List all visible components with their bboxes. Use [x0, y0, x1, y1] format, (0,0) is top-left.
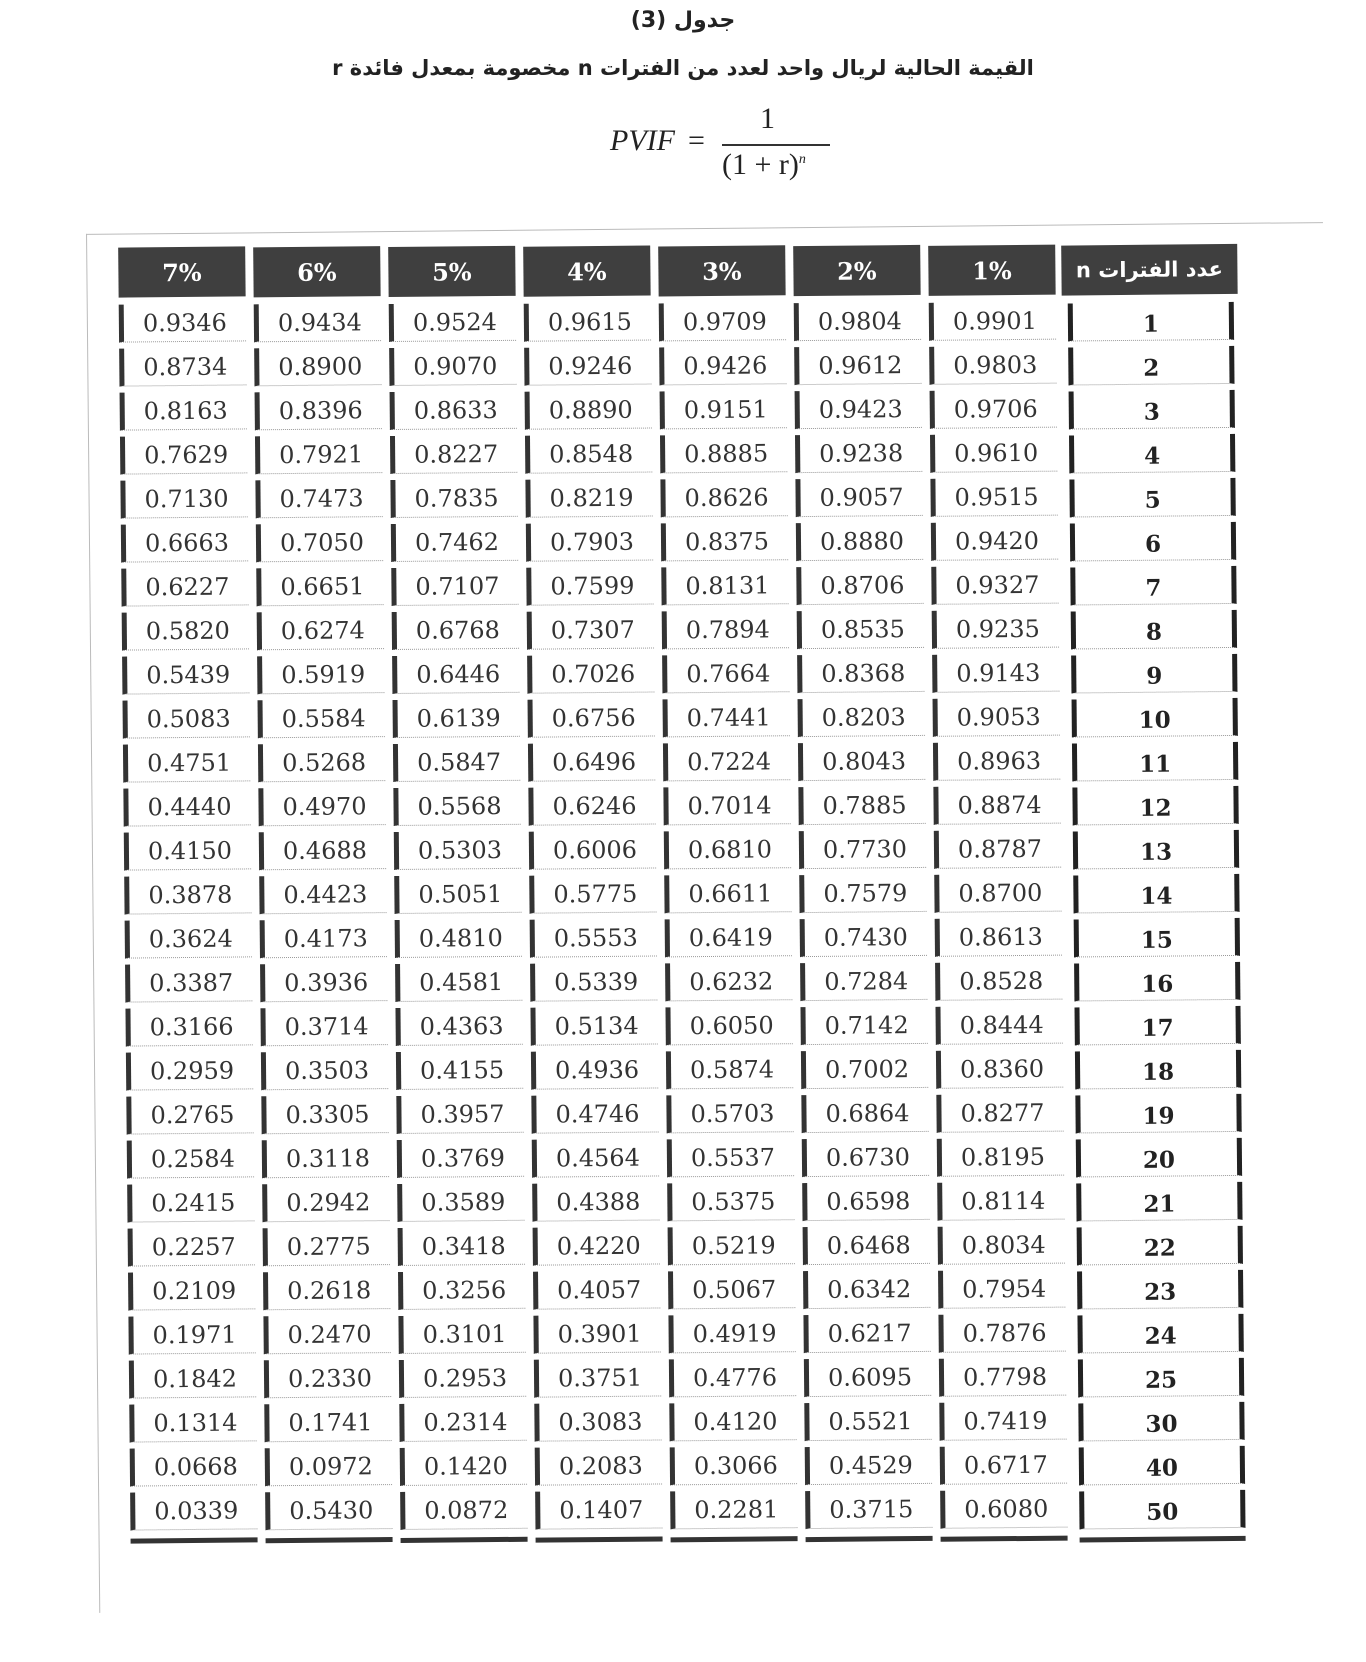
pvif-value-cell: 0.5874: [666, 1050, 793, 1089]
pvif-value-cell: 0.5430: [265, 1491, 392, 1530]
pvif-value-cell: 0.7224: [663, 742, 790, 781]
header-rate-4pct: 4%: [523, 246, 650, 297]
formula-denominator-exponent: n: [798, 152, 806, 167]
table-bottom-rule: [536, 1536, 663, 1542]
period-cell: 3: [1069, 390, 1235, 430]
pvif-value-cell: 0.7441: [663, 698, 790, 737]
pvif-value-cell: 0.7903: [526, 523, 653, 562]
table-bottom-rule: [941, 1536, 1068, 1542]
pvif-value-cell: 0.4423: [259, 875, 386, 914]
pvif-value-cell: 0.4688: [259, 831, 386, 870]
pvif-value-cell: 0.2618: [263, 1271, 390, 1310]
pvif-value-cell: 0.9524: [389, 303, 516, 342]
period-cell: 8: [1071, 610, 1237, 650]
pvif-value-cell: 0.9246: [524, 347, 651, 386]
pvif-value-cell: 0.4746: [531, 1094, 658, 1133]
pvif-value-cell: 0.8114: [937, 1182, 1064, 1221]
period-cell: 30: [1078, 1402, 1244, 1442]
pvif-value-cell: 0.4155: [396, 1051, 523, 1090]
period-cell: 5: [1069, 478, 1235, 518]
pvif-value-cell: 0.7419: [939, 1402, 1066, 1441]
pvif-value-cell: 0.8874: [933, 786, 1060, 825]
header-rate-6pct: 6%: [253, 246, 380, 297]
period-cell: 25: [1078, 1358, 1244, 1398]
pvif-value-cell: 0.9238: [795, 434, 922, 473]
pvif-value-cell: 0.7014: [663, 786, 790, 825]
pvif-value-cell: 0.6663: [121, 523, 248, 562]
pvif-value-cell: 0.8626: [660, 478, 787, 517]
pvif-value-cell: 0.9053: [933, 698, 1060, 737]
pvif-value-cell: 0.9327: [931, 566, 1058, 605]
table-bottom-rule: [131, 1537, 258, 1543]
pvif-value-cell: 0.8890: [525, 391, 652, 430]
pvif-value-cell: 0.2083: [535, 1446, 662, 1485]
pvif-value-cell: 0.2584: [127, 1139, 254, 1178]
pvif-value-cell: 0.7885: [798, 786, 925, 825]
pvif-value-cell: 0.2775: [263, 1227, 390, 1266]
period-cell: 2: [1068, 346, 1234, 386]
pvif-value-cell: 0.5584: [258, 699, 385, 738]
pvif-value-cell: 0.6717: [940, 1446, 1067, 1485]
pvif-value-cell: 0.7142: [800, 1006, 927, 1045]
pvif-value-cell: 0.5820: [122, 611, 249, 650]
pvif-value-cell: 0.2942: [262, 1183, 389, 1222]
pvif-value-cell: 0.9515: [930, 478, 1057, 517]
pvif-value-cell: 0.4751: [123, 743, 250, 782]
pvif-value-cell: 0.5521: [804, 1402, 931, 1441]
pvif-value-cell: 0.8613: [935, 918, 1062, 957]
pvif-value-cell: 0.7430: [800, 918, 927, 957]
pvif-value-cell: 0.9151: [660, 390, 787, 429]
pvif-value-cell: 0.9346: [119, 303, 246, 342]
pvif-value-cell: 0.4581: [395, 963, 522, 1002]
period-cell: 24: [1077, 1314, 1243, 1354]
pvif-value-cell: 0.8633: [390, 391, 517, 430]
pvif-value-cell: 0.5568: [393, 787, 520, 826]
pvif-value-cell: 0.4150: [124, 831, 251, 870]
pvif-value-cell: 0.3936: [260, 963, 387, 1002]
pvif-value-cell: 0.6080: [940, 1490, 1067, 1529]
pvif-value-cell: 0.8535: [797, 610, 924, 649]
pvif-value-cell: 0.8548: [525, 435, 652, 474]
pvif-value-cell: 0.3769: [397, 1139, 524, 1178]
pvif-value-cell: 0.6342: [803, 1270, 930, 1309]
pvif-value-cell: 0.8219: [525, 479, 652, 518]
period-cell: 12: [1072, 786, 1238, 826]
period-cell: 16: [1074, 962, 1240, 1002]
period-cell: 22: [1077, 1226, 1243, 1266]
table-bottom-rule: [806, 1536, 933, 1542]
pvif-value-cell: 0.9434: [254, 303, 381, 342]
pvif-value-cell: 0.7894: [662, 610, 789, 649]
pvif-value-cell: 0.8734: [119, 347, 246, 386]
pvif-value-cell: 0.8787: [934, 830, 1061, 869]
pvif-value-cell: 0.7954: [938, 1270, 1065, 1309]
pvif-value-cell: 0.8375: [661, 522, 788, 561]
pvif-value-cell: 0.9143: [932, 654, 1059, 693]
pvif-value-cell: 0.6246: [528, 786, 655, 825]
pvif-value-cell: 0.6468: [803, 1226, 930, 1265]
pvif-value-cell: 0.6095: [804, 1358, 931, 1397]
pvif-value-cell: 0.5303: [394, 831, 521, 870]
table-caption: جدول (3): [630, 8, 736, 33]
pvif-value-cell: 0.2257: [128, 1227, 255, 1266]
pvif-value-cell: 0.7579: [799, 874, 926, 913]
pvif-value-cell: 0.8963: [933, 742, 1060, 781]
header-rate-3pct: 3%: [658, 245, 785, 296]
period-cell: 6: [1070, 522, 1236, 562]
pvif-value-cell: 0.4057: [533, 1270, 660, 1309]
pvif-value-cell: 0.2330: [264, 1359, 391, 1398]
period-cell: 15: [1074, 918, 1240, 958]
pvif-value-cell: 0.4440: [123, 787, 250, 826]
formula-denominator-base: (1 + r): [722, 148, 799, 181]
pvif-value-cell: 0.3503: [261, 1051, 388, 1090]
period-cell: 4: [1069, 434, 1235, 474]
pvif-value-cell: 0.6274: [257, 611, 384, 650]
pvif-value-cell: 0.7284: [800, 962, 927, 1001]
pvif-value-cell: 0.3418: [398, 1227, 525, 1266]
pvif-value-cell: 0.2953: [399, 1359, 526, 1398]
pvif-value-cell: 0.8444: [935, 1006, 1062, 1045]
pvif-table: [86, 222, 1336, 1613]
period-cell: 40: [1079, 1446, 1245, 1486]
formula-denominator: [722, 148, 806, 182]
pvif-value-cell: 0.4936: [531, 1050, 658, 1089]
pvif-value-cell: 0.1407: [535, 1490, 662, 1529]
pvif-value-cell: 0.8900: [254, 347, 381, 386]
pvif-value-cell: 0.4363: [395, 1007, 522, 1046]
table-bottom-rule: [266, 1537, 393, 1543]
pvif-value-cell: 0.9420: [931, 522, 1058, 561]
pvif-value-cell: 0.6496: [528, 742, 655, 781]
pvif-value-cell: 0.5375: [667, 1182, 794, 1221]
pvif-value-cell: 0.9804: [794, 302, 921, 341]
pvif-value-cell: 0.7798: [939, 1358, 1066, 1397]
pvif-value-cell: 0.6139: [393, 699, 520, 738]
pvif-value-cell: 0.7835: [390, 479, 517, 518]
pvif-value-cell: 0.5703: [666, 1094, 793, 1133]
pvif-value-cell: 0.1842: [129, 1359, 256, 1398]
pvif-value-cell: 0.5439: [122, 655, 249, 694]
pvif-value-cell: 0.3589: [397, 1183, 524, 1222]
pvif-value-cell: 0.4529: [805, 1446, 932, 1485]
table-bottom-rule: [401, 1537, 528, 1543]
pvif-value-cell: 0.8203: [798, 698, 925, 737]
pvif-value-cell: 0.6730: [802, 1138, 929, 1177]
period-cell: 11: [1072, 742, 1238, 782]
table-bottom-rule: [671, 1536, 798, 1542]
header-rate-1pct: 1%: [928, 245, 1055, 296]
pvif-value-cell: 0.8195: [937, 1138, 1064, 1177]
pvif-value-cell: 0.4970: [258, 787, 385, 826]
period-cell: 50: [1079, 1490, 1245, 1530]
pvif-value-cell: 0.8528: [935, 962, 1062, 1001]
pvif-value-cell: 0.7473: [255, 479, 382, 518]
pvif-value-cell: 0.9423: [795, 390, 922, 429]
pvif-value-cell: 0.3901: [533, 1314, 660, 1353]
pvif-value-cell: 0.8360: [936, 1050, 1063, 1089]
pvif-value-cell: 0.9610: [930, 434, 1057, 473]
pvif-value-cell: 0.8227: [390, 435, 517, 474]
pvif-value-cell: 0.0972: [265, 1447, 392, 1486]
pvif-value-cell: 0.7629: [120, 435, 247, 474]
pvif-value-cell: 0.7130: [120, 479, 247, 518]
formula-numerator: 1: [760, 102, 775, 135]
pvif-value-cell: 0.7921: [255, 435, 382, 474]
pvif-value-cell: 0.8885: [660, 434, 787, 473]
pvif-value-cell: 0.1314: [129, 1403, 256, 1442]
pvif-value-cell: 0.9612: [794, 346, 921, 385]
pvif-value-cell: 0.2109: [128, 1271, 255, 1310]
period-cell: 17: [1074, 1006, 1240, 1046]
pvif-value-cell: 0.7730: [799, 830, 926, 869]
pvif-value-cell: 0.7002: [801, 1050, 928, 1089]
pvif-value-cell: 0.5339: [530, 962, 657, 1001]
pvif-value-cell: 0.5847: [393, 743, 520, 782]
pvif-value-cell: 0.5051: [394, 875, 521, 914]
pvif-value-cell: 0.2314: [399, 1403, 526, 1442]
pvif-value-cell: 0.2470: [263, 1315, 390, 1354]
pvif-value-cell: 0.8163: [120, 391, 247, 430]
pvif-formula: [610, 104, 840, 194]
pvif-value-cell: 0.8034: [938, 1226, 1065, 1265]
pvif-value-cell: 0.6611: [664, 874, 791, 913]
period-cell: 7: [1070, 566, 1236, 606]
pvif-value-cell: 0.8880: [796, 522, 923, 561]
pvif-value-cell: 0.6756: [528, 699, 655, 738]
pvif-value-cell: 0.3066: [670, 1446, 797, 1485]
pvif-value-cell: 0.7050: [256, 523, 383, 562]
formula-fraction-bar: [722, 144, 830, 146]
period-cell: 20: [1076, 1138, 1242, 1178]
pvif-value-cell: 0.4120: [669, 1402, 796, 1441]
pvif-value-cell: 0.7026: [527, 655, 654, 694]
period-cell: 1: [1068, 302, 1234, 342]
pvif-value-cell: 0.3083: [534, 1402, 661, 1441]
pvif-value-cell: 0.7664: [662, 654, 789, 693]
pvif-value-cell: 0.4173: [260, 919, 387, 958]
pvif-value-cell: 0.9803: [929, 346, 1056, 385]
pvif-value-cell: 0.6006: [529, 830, 656, 869]
period-cell: 19: [1075, 1094, 1241, 1134]
pvif-value-cell: 0.5775: [529, 874, 656, 913]
pvif-value-cell: 0.5219: [668, 1226, 795, 1265]
pvif-value-cell: 0.2281: [670, 1490, 797, 1529]
pvif-value-cell: 0.7876: [938, 1314, 1065, 1353]
pvif-value-cell: 0.5083: [123, 699, 250, 738]
pvif-value-cell: 0.3715: [805, 1490, 932, 1529]
pvif-value-cell: 0.4810: [395, 919, 522, 958]
pvif-value-cell: 0.4919: [668, 1314, 795, 1353]
pvif-value-cell: 0.9706: [930, 390, 1057, 429]
pvif-value-cell: 0.7107: [391, 567, 518, 606]
pvif-value-cell: 0.5268: [258, 743, 385, 782]
pvif-value-cell: 0.7599: [526, 567, 653, 606]
pvif-value-cell: 0.4220: [533, 1226, 660, 1265]
pvif-value-cell: 0.6598: [802, 1182, 929, 1221]
pvif-value-cell: 0.1741: [264, 1403, 391, 1442]
period-cell: 14: [1073, 874, 1239, 914]
pvif-value-cell: 0.0668: [130, 1447, 257, 1486]
period-cell: 10: [1072, 698, 1238, 738]
pvif-value-cell: 0.6217: [803, 1314, 930, 1353]
pvif-value-cell: 0.8700: [934, 874, 1061, 913]
pvif-value-cell: 0.2959: [126, 1051, 253, 1090]
pvif-value-cell: 0.5919: [257, 655, 384, 694]
pvif-value-cell: 0.1420: [400, 1447, 527, 1486]
pvif-value-cell: 0.5134: [530, 1006, 657, 1045]
pvif-value-cell: 0.3714: [260, 1007, 387, 1046]
pvif-value-cell: 0.3118: [262, 1139, 389, 1178]
formula-lhs: PVIF: [610, 124, 675, 157]
pvif-value-cell: 0.9615: [524, 303, 651, 342]
pvif-value-cell: 0.2765: [126, 1095, 253, 1134]
pvif-value-cell: 0.9426: [659, 346, 786, 385]
pvif-value-cell: 0.3305: [261, 1095, 388, 1134]
pvif-value-cell: 0.4388: [532, 1182, 659, 1221]
header-periods: عدد الفترات n: [1061, 244, 1237, 296]
pvif-value-cell: 0.6232: [665, 962, 792, 1001]
period-cell: 23: [1077, 1270, 1243, 1310]
pvif-value-cell: 0.5553: [530, 918, 657, 957]
pvif-value-cell: 0.3256: [398, 1271, 525, 1310]
pvif-value-cell: 0.8277: [936, 1094, 1063, 1133]
period-cell: 13: [1073, 830, 1239, 870]
header-rate-2pct: 2%: [793, 245, 920, 296]
pvif-value-cell: 0.0872: [400, 1491, 527, 1530]
pvif-value-cell: 0.8368: [797, 654, 924, 693]
header-rate-5pct: 5%: [388, 246, 515, 297]
pvif-value-cell: 0.4564: [532, 1138, 659, 1177]
pvif-value-cell: 0.3751: [534, 1358, 661, 1397]
pvif-value-cell: 0.8396: [255, 391, 382, 430]
pvif-value-cell: 0.6419: [665, 918, 792, 957]
pvif-value-cell: 0.1971: [128, 1315, 255, 1354]
pvif-value-cell: 0.6050: [665, 1006, 792, 1045]
header-rate-7pct: 7%: [118, 246, 245, 297]
period-cell: 21: [1076, 1182, 1242, 1222]
pvif-value-cell: 0.5537: [667, 1138, 794, 1177]
period-cell: 9: [1071, 654, 1237, 694]
pvif-value-cell: 0.0339: [130, 1491, 257, 1530]
pvif-value-cell: 0.3166: [125, 1007, 252, 1046]
pvif-value-cell: 0.3101: [398, 1315, 525, 1354]
period-cell: 18: [1075, 1050, 1241, 1090]
pvif-value-cell: 0.3387: [125, 963, 252, 1002]
pvif-value-cell: 0.8706: [796, 566, 923, 605]
pvif-value-cell: 0.4776: [669, 1358, 796, 1397]
pvif-value-cell: 0.3957: [396, 1095, 523, 1134]
pvif-value-cell: 0.6768: [392, 611, 519, 650]
pvif-value-cell: 0.6810: [664, 830, 791, 869]
pvif-value-cell: 0.7307: [527, 611, 654, 650]
pvif-value-cell: 0.3624: [125, 919, 252, 958]
pvif-value-cell: 0.8043: [798, 742, 925, 781]
pvif-value-cell: 0.8131: [661, 566, 788, 605]
table-bottom-rule: [1080, 1536, 1246, 1543]
pvif-value-cell: 0.6227: [121, 567, 248, 606]
pvif-value-cell: 0.9057: [795, 478, 922, 517]
pvif-value-cell: 0.6864: [801, 1094, 928, 1133]
pvif-value-cell: 0.3878: [124, 875, 251, 914]
pvif-value-cell: 0.9709: [659, 302, 786, 341]
pvif-value-cell: 0.7462: [391, 523, 518, 562]
formula-equals: =: [688, 124, 705, 157]
pvif-value-cell: 0.9901: [929, 302, 1056, 341]
pvif-value-cell: 0.6446: [392, 655, 519, 694]
pvif-value-cell: 0.6651: [256, 567, 383, 606]
pvif-value-cell: 0.9070: [389, 347, 516, 386]
pvif-value-cell: 0.2415: [127, 1183, 254, 1222]
table-title: القيمة الحالية لريال واحد لعدد من الفترات n مخصومة بمعدل فائدة r: [332, 56, 1034, 80]
pvif-value-cell: 0.9235: [932, 610, 1059, 649]
pvif-value-cell: 0.5067: [668, 1270, 795, 1309]
